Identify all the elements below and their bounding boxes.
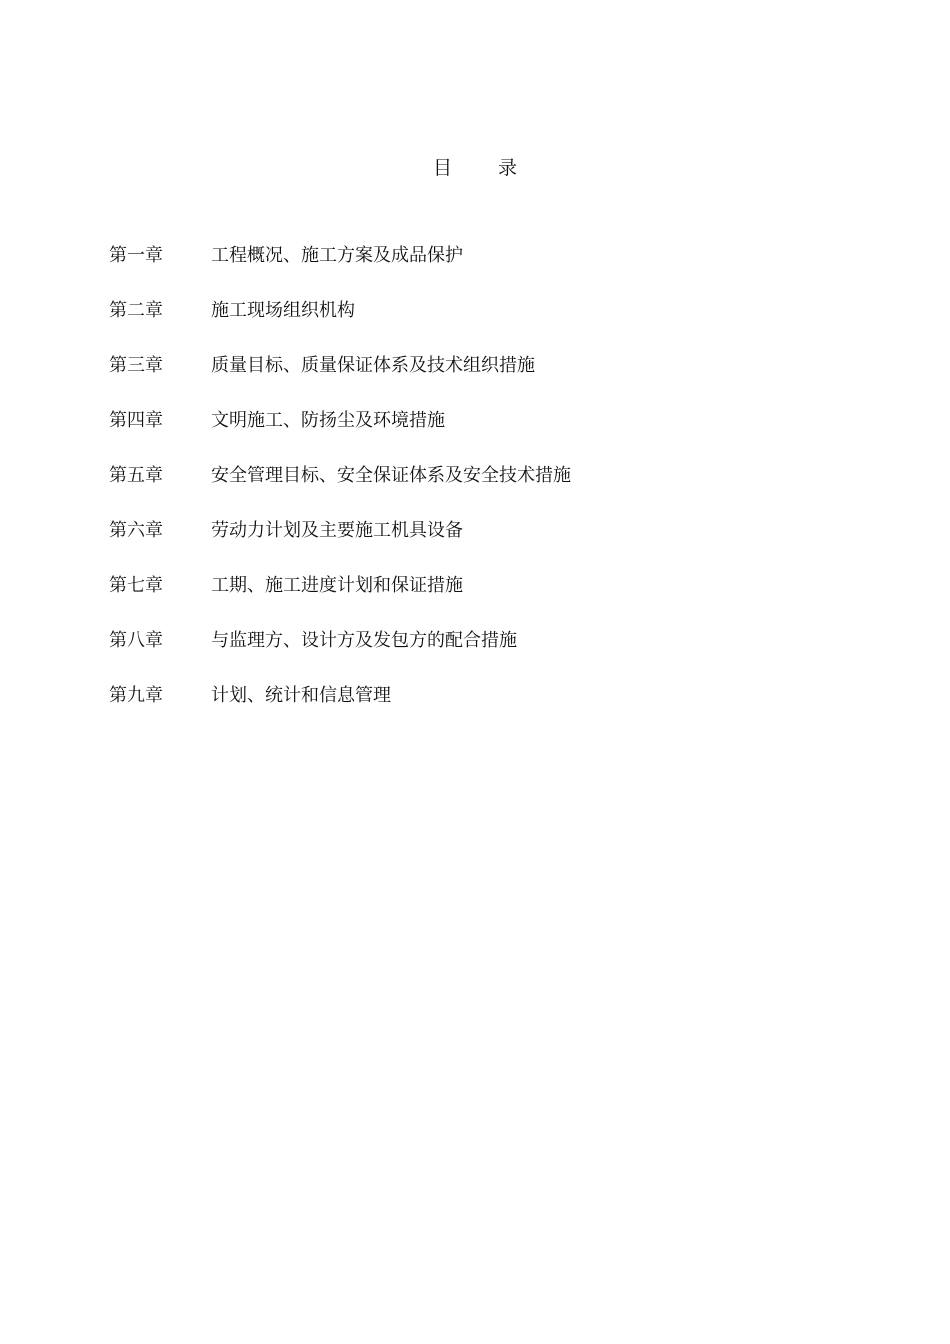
toc-chapter-number: 第九章 xyxy=(109,684,163,706)
toc-chapter-title: 劳动力计划及主要施工机具设备 xyxy=(211,519,463,541)
toc-item xyxy=(109,393,869,448)
toc-item xyxy=(109,283,869,338)
toc-chapter-title: 工期、施工进度计划和保证措施 xyxy=(211,574,463,596)
toc-chapter-number: 第二章 xyxy=(109,299,163,321)
toc-chapter-title: 计划、统计和信息管理 xyxy=(211,684,391,706)
toc-chapter-number: 第三章 xyxy=(109,354,163,376)
toc-chapter-title: 与监理方、设计方及发包方的配合措施 xyxy=(211,629,517,651)
toc-chapter-number: 第七章 xyxy=(109,574,163,596)
toc-item xyxy=(109,613,869,668)
toc-chapter-title: 质量目标、质量保证体系及技术组织措施 xyxy=(211,354,535,376)
toc-chapter-title: 文明施工、防扬尘及环境措施 xyxy=(211,409,445,431)
toc-chapter-title: 安全管理目标、安全保证体系及安全技术措施 xyxy=(211,464,571,486)
toc-heading-right: 录 xyxy=(498,157,518,179)
toc-heading-left: 目 xyxy=(432,157,452,179)
toc-chapter-number: 第八章 xyxy=(109,629,163,651)
toc-chapter-title: 工程概况、施工方案及成品保护 xyxy=(211,244,463,266)
toc-item xyxy=(109,668,869,723)
toc-item xyxy=(109,338,869,393)
toc-chapter-number: 第一章 xyxy=(109,244,163,266)
toc-chapter-number: 第五章 xyxy=(109,464,163,486)
toc-item xyxy=(109,558,869,613)
toc-chapter-title: 施工现场组织机构 xyxy=(211,299,355,321)
table-of-contents xyxy=(109,228,869,723)
toc-heading xyxy=(0,156,950,180)
toc-item xyxy=(109,448,869,503)
toc-item xyxy=(109,228,869,283)
toc-chapter-number: 第六章 xyxy=(109,519,163,541)
toc-item xyxy=(109,503,869,558)
toc-chapter-number: 第四章 xyxy=(109,409,163,431)
